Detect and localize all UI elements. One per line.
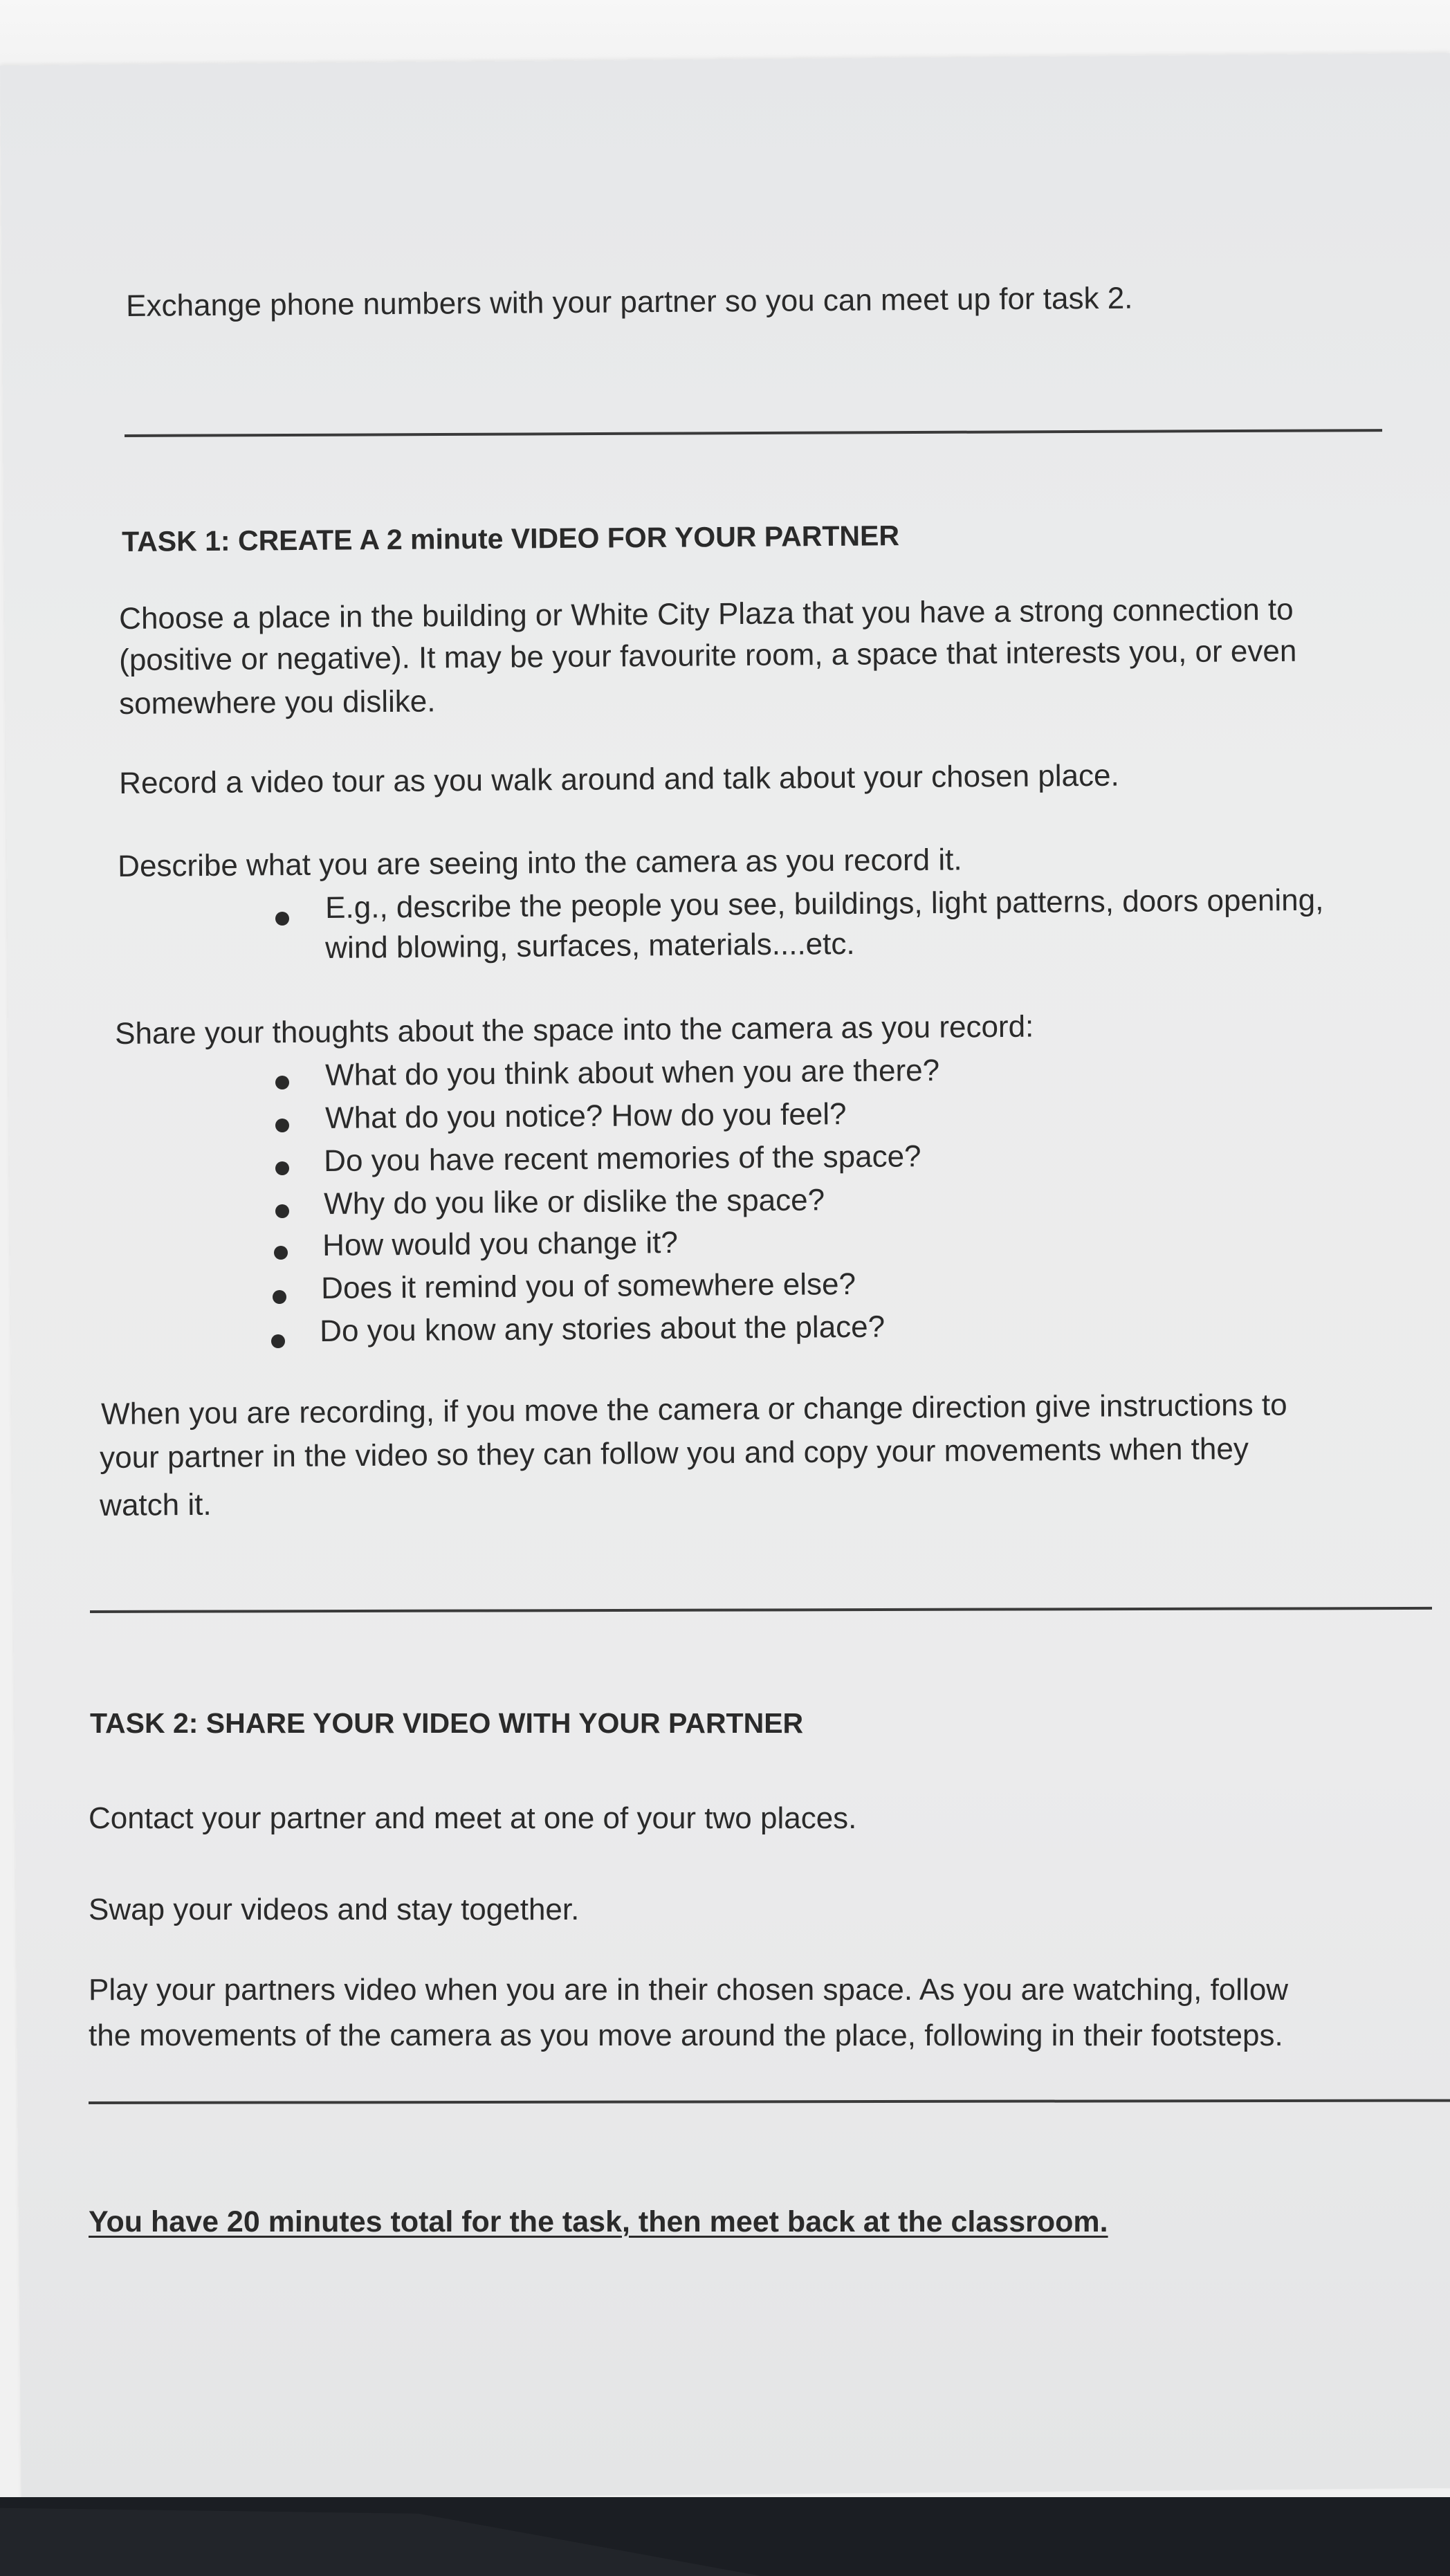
- recording-note-line: your partner in the video so they can follow you and copy your movements when they: [100, 1431, 1249, 1475]
- thought-item: How would you change it?: [322, 1225, 679, 1262]
- recording-note-line: watch it.: [100, 1487, 212, 1522]
- task2-heading: TASK 2: SHARE YOUR VIDEO WITH YOUR PARTNER: [90, 1707, 804, 1739]
- task2-swap-text: Swap your videos and stay together.: [89, 1893, 580, 1926]
- thought-item: What do you think about when you are there?: [325, 1054, 940, 1092]
- task1-paragraph-line: Choose a place in the building or White City Plaza that you have a strong connection to: [119, 592, 1294, 636]
- thoughts-intro: Share your thoughts about the space into the camera as you record:: [115, 1009, 1034, 1051]
- task1-paragraph-line: somewhere you dislike.: [119, 684, 436, 721]
- bullet-icon: [274, 1246, 288, 1260]
- example-bullet-line: wind blowing, surfaces, materials....etc.: [325, 926, 855, 965]
- task2-play-line: Play your partners video when you are in their chosen space. As you are watching, follow: [89, 1973, 1289, 2007]
- bullet-icon: [275, 1161, 289, 1175]
- example-bullet-line: E.g., describe the people you see, buildings, light patterns, doors opening,: [325, 883, 1324, 925]
- closing-instruction: You have 20 minutes total for the task, then meet back at the classroom.: [89, 2205, 1108, 2238]
- task2-contact-text: Contact your partner and meet at one of your two places.: [89, 1801, 857, 1835]
- task1-record-text: Record a video tour as you walk around and talk about your chosen place.: [119, 758, 1119, 800]
- task1-heading: TASK 1: CREATE A 2 minute VIDEO FOR YOUR PARTNER: [122, 519, 900, 558]
- thought-item: Do you know any stories about the place?: [320, 1309, 885, 1348]
- thought-item: Why do you like or dislike the space?: [324, 1183, 825, 1221]
- recording-note-line: When you are recording, if you move the camera or change direction give instructions to: [101, 1388, 1287, 1431]
- bullet-icon: [275, 1204, 289, 1218]
- thought-item: Does it remind you of somewhere else?: [321, 1267, 856, 1305]
- bullet-icon: [275, 912, 289, 926]
- bullet-icon: [275, 1119, 289, 1132]
- task2-play-line: the movements of the camera as you move around the place, following in their footsteps.: [89, 2018, 1283, 2052]
- intro-text: Exchange phone numbers with your partner so you can meet up for task 2.: [126, 281, 1133, 323]
- thought-item: What do you notice? How do you feel?: [325, 1097, 847, 1135]
- bullet-icon: [271, 1334, 285, 1348]
- bullet-icon: [273, 1290, 286, 1304]
- task1-paragraph-line: (positive or negative). It may be your favourite room, a space that interests you, or even: [119, 634, 1297, 677]
- bullet-icon: [275, 1076, 289, 1089]
- task1-describe-text: Describe what you are seeing into the camera as you record it.: [118, 843, 962, 883]
- thought-item: Do you have recent memories of the space?: [324, 1139, 921, 1178]
